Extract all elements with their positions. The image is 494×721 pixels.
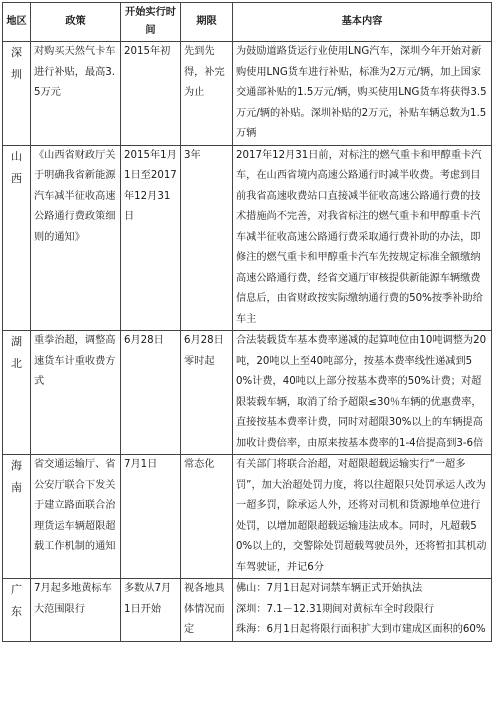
period-cell: 视各地具体情况而定	[181, 579, 233, 642]
region-cell	[3, 579, 31, 642]
content-cell: 有关部门将联合治超，对超限超载运输实行“一超多罚”，加大治超处罚力度，将以往超限只处罚承运人改为一超多罚，除承运人外，还将对司机和货源地单位进行处罚，以增加超限超载运输违法成本。同时，凡超载50%以上的，交警除处罚超载驾驶员外，还将暂扣其机动车驾驶证，并记6分	[233, 455, 492, 579]
content-cell	[233, 579, 492, 642]
start-cell: 2015年初	[121, 42, 181, 146]
header-period: 期限	[181, 3, 233, 42]
content-line: 珠海：6月1日起将限行面积扩大到市建成区面积的60%	[236, 624, 486, 635]
region-cell	[3, 145, 31, 331]
start-cell: 多数从7月1日开始	[121, 579, 181, 642]
region-text: 湖北	[11, 335, 22, 370]
table-row	[3, 579, 492, 642]
content-line: 深圳：7.1－12.31期间对黄标车全时段限行	[236, 603, 435, 615]
period-cell: 先到先得，补完为止	[181, 42, 233, 146]
period-cell: 3年	[181, 145, 233, 331]
table-row	[3, 42, 492, 146]
policy-table	[2, 2, 492, 642]
policy-table-container	[2, 2, 492, 642]
table-row	[3, 145, 492, 331]
region-cell	[3, 42, 31, 146]
region-cell	[3, 455, 31, 579]
policy-cell: 省交通运输厅、省公安厅联合下发关于建立路面联合治理货运车辆超限超载工作机制的通知	[31, 455, 121, 579]
region-text: 海南	[11, 459, 22, 494]
region-text: 广东	[11, 583, 22, 618]
header-start-time: 开始实行时间	[121, 3, 181, 42]
policy-cell: 重拳治超，调整高速货车计重收费方式	[31, 331, 121, 455]
policy-cell: 7月起多地黄标车大范围限行	[31, 579, 121, 642]
table-row	[3, 331, 492, 455]
policy-cell: 对购买天然气卡车进行补贴，最高3.5万元	[31, 42, 121, 146]
start-cell: 7月1日	[121, 455, 181, 579]
period-cell: 常态化	[181, 455, 233, 579]
region-text: 深圳	[11, 46, 22, 81]
start-cell: 2015年1月1日至2017年12月31日	[121, 145, 181, 331]
header-content: 基本内容	[233, 3, 492, 42]
header-policy: 政策	[31, 3, 121, 42]
content-cell: 为鼓励道路货运行业使用LNG汽车，深圳今年开始对新购使用LNG货车进行补贴，标准为2万元/辆，加上国家交通部补贴的1.5万元/辆，购买使用LNG货车将获得3.5万元/辆的补贴。深圳补贴的2万元，补贴车辆总数为1.5万辆	[233, 42, 492, 146]
period-cell: 6月28日零时起	[181, 331, 233, 455]
content-cell: 2017年12月31日前，对标注的燃气重卡和甲醇重卡汽车，在山西省境内高速公路通行时减半收费。考虑到目前我省高速收费站口直接减半征收高速公路通行费的技术措施尚不完善，对我省标注的燃气重卡和甲醇重卡汽车减半征收高速公路通行费采取通行费补助的办法，即修注的燃气重卡和甲醇重卡汽车先按规定标准全额缴纳高速公路通行费，经省交通厅审核提供新能源车辆缴费信息后，由省财政按实际缴纳通行费的50%按季补助给车主	[233, 145, 492, 331]
content-cell: 合法装载货车基本费率递减的起算吨位由10吨调整为20吨，20吨以上至40吨部分，按基本费率线性递减到50%计费，40吨以上部分按基本费率的50%计费；对超限装载车辆，取消了给予超限≤30％车辆的优惠费率，直接按基本费率计费，同时对超限30%以上的车辆提高加收计费倍率，由原来按基本费率的1-4倍提高到3-6倍	[233, 331, 492, 455]
table-row	[3, 455, 492, 579]
content-line: 佛山：7月1日起对词禁车辆正式开始执法	[236, 583, 423, 594]
policy-cell: 《山西省财政厅关于明确我省新能源汽车减半征收高速公路通行费政策细则的通知》	[31, 145, 121, 331]
start-cell: 6月28日	[121, 331, 181, 455]
header-region: 地区	[3, 3, 31, 42]
header-row	[3, 3, 492, 42]
region-text: 山西	[11, 149, 22, 185]
region-cell	[3, 331, 31, 455]
